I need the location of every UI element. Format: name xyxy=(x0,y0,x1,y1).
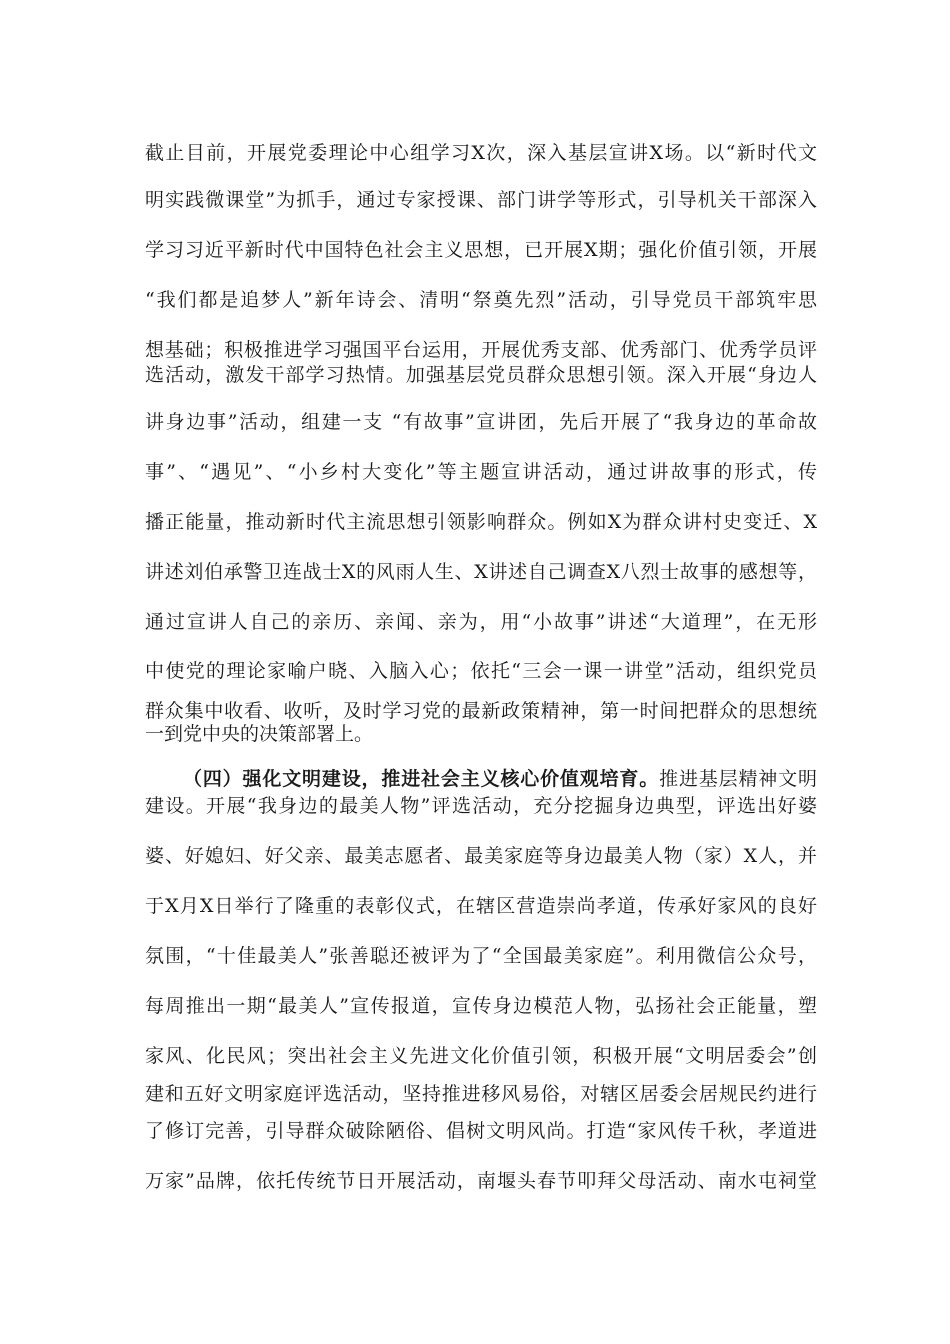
text-line: 选活动，激发干部学习热情。加强基层党员群众思想引领。深入开展“身边人 xyxy=(145,364,817,386)
text-run: 推进基层精神文明 xyxy=(659,768,817,790)
text-line: 群众集中收看、收听，及时学习党的最新政策精神，第一时间把群众的思想统 xyxy=(145,700,817,722)
section-heading-line xyxy=(183,766,817,792)
text-line: 建设。开展“我身边的最美人物”评选活动，充分挖掘身边典型，评选出好婆 xyxy=(145,795,817,817)
text-line: 学习习近平新时代中国特色社会主义思想，已开展X期；强化价值引领，开展 xyxy=(145,239,817,261)
text-line: 万家”品牌，依托传统节日开展活动，南堰头春节叩拜父母活动、南水屯祠堂 xyxy=(145,1170,817,1192)
text-line: 每周推出一期“最美人”宣传报道，宣传身边模范人物，弘扬社会正能量，塑 xyxy=(145,995,817,1017)
text-line: 事”、“遇见”、“小乡村大变化”等主题宣讲活动，通过讲故事的形式，传 xyxy=(145,461,817,483)
text-line: 明实践微课堂”为抓手，通过专家授课、部门讲学等形式，引导机关干部深入 xyxy=(145,189,817,211)
text-line: 想基础；积极推进学习强国平台运用，开展优秀支部、优秀部门、优秀学员评 xyxy=(145,339,817,361)
text-line: 建和五好文明家庭评选活动，坚持推进移风易俗，对辖区居委会居规民约进行 xyxy=(145,1083,817,1105)
text-line: 婆、好媳妇、好父亲、最美志愿者、最美家庭等身边最美人物（家）X人，并 xyxy=(145,845,817,867)
text-line: 氛围，“十佳最美人”张善聪还被评为了“全国最美家庭”。利用微信公众号， xyxy=(145,945,817,967)
text-line: 于X月X日举行了隆重的表彰仪式，在辖区营造崇尚孝道，传承好家风的良好 xyxy=(145,895,817,917)
text-line: 截止目前，开展党委理论中心组学习X次，深入基层宣讲X场。以“新时代文 xyxy=(145,142,817,164)
text-line: 讲述刘伯承警卫连战士X的风雨人生、X讲述自己调查X八烈士故事的感想等， xyxy=(145,561,817,583)
text-line: 中使党的理论家喻户晓、入脑入心；依托“三会一课一讲堂”活动，组织党员 xyxy=(145,660,817,682)
section-heading: （四）强化文明建设，推进社会主义核心价值观培育。 xyxy=(183,768,660,790)
text-line: 讲身边事”活动，组建一支 “有故事”宣讲团，先后开展了“我身边的革命故 xyxy=(145,411,817,433)
text-line: “我们都是追梦人”新年诗会、清明“祭奠先烈”活动，引导党员干部筑牢思 xyxy=(145,289,817,311)
text-line: 播正能量，推动新时代主流思想引领影响群众。例如X为群众讲村史变迁、X xyxy=(145,511,817,533)
text-line: 家风、化民风；突出社会主义先进文化价值引领，积极开展“文明居委会”创 xyxy=(145,1045,817,1067)
text-line: 通过宣讲人自己的亲历、亲闻、亲为，用“小故事”讲述“大道理”，在无形 xyxy=(145,611,817,633)
text-line: 了修订完善，引导群众破除陋俗、倡树文明风尚。打造“家风传千秋，孝道进 xyxy=(145,1120,817,1142)
text-line: 一到党中央的决策部署上。 xyxy=(145,723,374,745)
